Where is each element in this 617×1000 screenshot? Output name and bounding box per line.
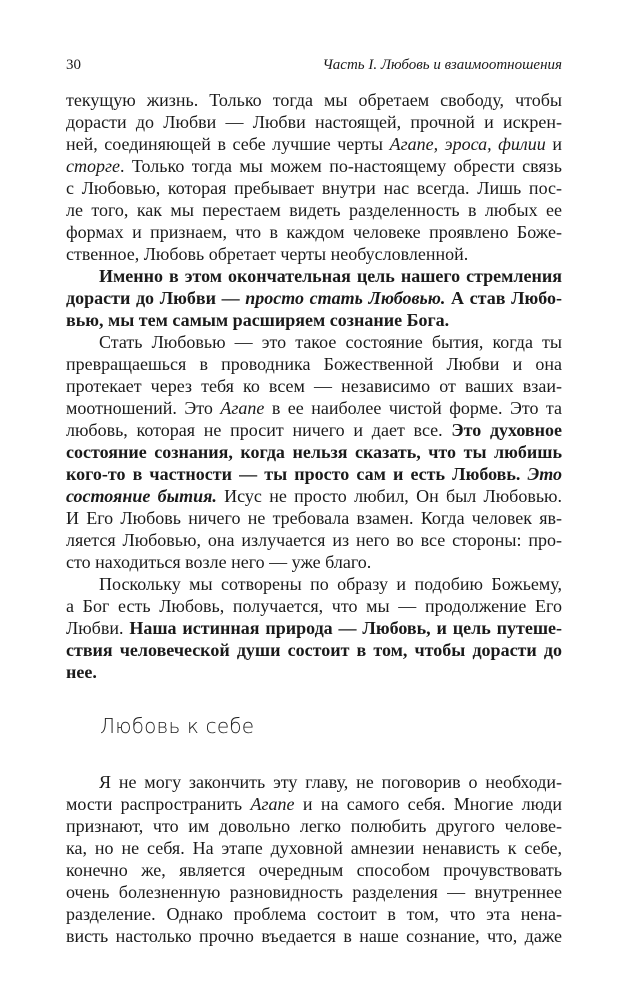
text-line	[66, 573, 562, 595]
bold-text: Это духовное	[451, 420, 562, 440]
text-line	[66, 265, 562, 287]
bold-text: Именно в этом окончательная цель нашего стремления	[99, 266, 562, 286]
section-heading: Любовь к себе	[100, 714, 255, 738]
text: любовь, которая не просит ничего и дает все.	[66, 420, 452, 440]
text-line	[66, 287, 562, 309]
text-line	[66, 881, 562, 903]
bold-italic-text: состояние бытия.	[66, 486, 217, 506]
page-number: 30	[66, 56, 81, 73]
body-text-section-1	[66, 89, 562, 683]
text-line	[66, 309, 562, 331]
text: Любви.	[66, 618, 130, 638]
text-line	[66, 485, 562, 507]
running-head	[66, 55, 562, 75]
text: разделение. Однако проблема состоит в том, что эта нена-	[66, 904, 562, 924]
text-line	[66, 925, 562, 947]
text: Стать Любовью — это такое состояние бытия, когда ты	[99, 332, 562, 352]
italic-text: Агапе	[250, 794, 295, 814]
text-line	[66, 529, 562, 551]
text-line	[66, 551, 562, 573]
text-line	[66, 375, 562, 397]
text-line	[66, 419, 562, 441]
text: ка, но не себя. На этапе духовной амнезии ненависть к себе,	[66, 838, 562, 858]
body-text-section-2	[66, 771, 562, 947]
bold-text: кого-то в частности — ты просто сам и есть Любовь.	[66, 464, 528, 484]
text: сто находиться возле него — уже благо.	[66, 552, 372, 572]
text: мости распространить	[66, 794, 251, 814]
text-line	[66, 661, 562, 683]
bold-text: состояние сознания, когда нельзя сказать, что ты любишь	[66, 442, 562, 462]
text-line	[66, 617, 562, 639]
bold-text: вью, мы тем самым расширяем сознание Бога.	[66, 310, 450, 330]
text-line	[66, 199, 562, 221]
text: а Бог есть Любовь, получается, что мы — продолжение Его	[66, 596, 562, 616]
text: . Только тогда мы можем по-настоящему обрести связь	[120, 156, 562, 176]
bold-text: А став Любо-	[445, 288, 563, 308]
text: превращаешься в проводника Божественной Любви и она	[66, 354, 562, 374]
text: Исус не просто любил, Он был Любовью.	[216, 486, 562, 506]
text-line	[66, 463, 562, 485]
text-line	[66, 221, 562, 243]
text: и	[545, 134, 562, 154]
text: признают, что им довольно легко полюбить другого челове-	[66, 816, 562, 836]
text: конечно же, является очередным способом прочувствовать	[66, 860, 562, 880]
text: ляется Любовью, она излучается из него во все стороны: про-	[66, 530, 562, 550]
text-line	[66, 133, 562, 155]
text-line	[66, 837, 562, 859]
text-line	[66, 507, 562, 529]
text-line	[66, 595, 562, 617]
text: висть настолько прочно въедается в наше сознание, что, даже	[66, 926, 562, 946]
text: очень болезненную разновидность разделения — внутреннее	[66, 882, 562, 902]
text-line	[66, 243, 562, 265]
italic-text: Агапе	[220, 398, 265, 418]
text: формах и признаем, что в каждом человеке проявлено Боже-	[66, 222, 562, 242]
bold-text: дорасти до Любви —	[66, 288, 246, 308]
text: ней, соединяющей в себе лучшие черты	[66, 134, 390, 154]
text: дорасти до Любви — Любви настоящей, прочной и искрен-	[66, 112, 562, 132]
italic-text: сторге	[66, 156, 120, 176]
bold-text: нее.	[66, 662, 97, 682]
text-line	[66, 331, 562, 353]
text: текущую жизнь. Только тогда мы обретаем свободу, чтобы	[66, 90, 562, 110]
text: в ее наиболее чистой форме. Это та	[264, 398, 562, 418]
text: ле того, как мы перестаем видеть разделенность в любых ее	[66, 200, 562, 220]
text-line	[66, 639, 562, 661]
text-line	[66, 397, 562, 419]
text-line	[66, 177, 562, 199]
bold-text: ствия человеческой души состоит в том, чтобы дорасти до	[66, 640, 562, 660]
running-title: Часть I. Любовь и взаимоотношения	[322, 56, 562, 73]
text-line	[66, 859, 562, 881]
italic-text: Агапе, эроса, филии	[389, 134, 546, 154]
text-line	[66, 441, 562, 463]
text: с Любовью, которая пребывает внутри нас всегда. Лишь пос-	[66, 178, 562, 198]
text-line	[66, 815, 562, 837]
text: Поскольку мы сотворены по образу и подобию Божьему,	[99, 574, 562, 594]
text-line	[66, 771, 562, 793]
text-line	[66, 155, 562, 177]
text: протекает через тебя ко всем — независимо от ваших взаи-	[66, 376, 562, 396]
text-line	[66, 111, 562, 133]
text: и на самого себя. Многие люди	[294, 794, 562, 814]
text: Я не могу закончить эту главу, не поговорив о необходи-	[99, 772, 562, 792]
text: ственное, Любовь обретает черты необусловленной.	[66, 244, 469, 264]
bold-italic-text: Это	[527, 464, 562, 484]
text: моотношений. Это	[66, 398, 221, 418]
text-line	[66, 793, 562, 815]
text-line	[66, 353, 562, 375]
bold-italic-text: просто стать Любовью.	[245, 288, 446, 308]
text-line	[66, 903, 562, 925]
text: И Его Любовь ничего не требовала взамен. Когда человек яв-	[66, 508, 562, 528]
text-line	[66, 89, 562, 111]
bold-text: Наша истинная природа — Любовь, и цель путеше-	[129, 618, 562, 638]
